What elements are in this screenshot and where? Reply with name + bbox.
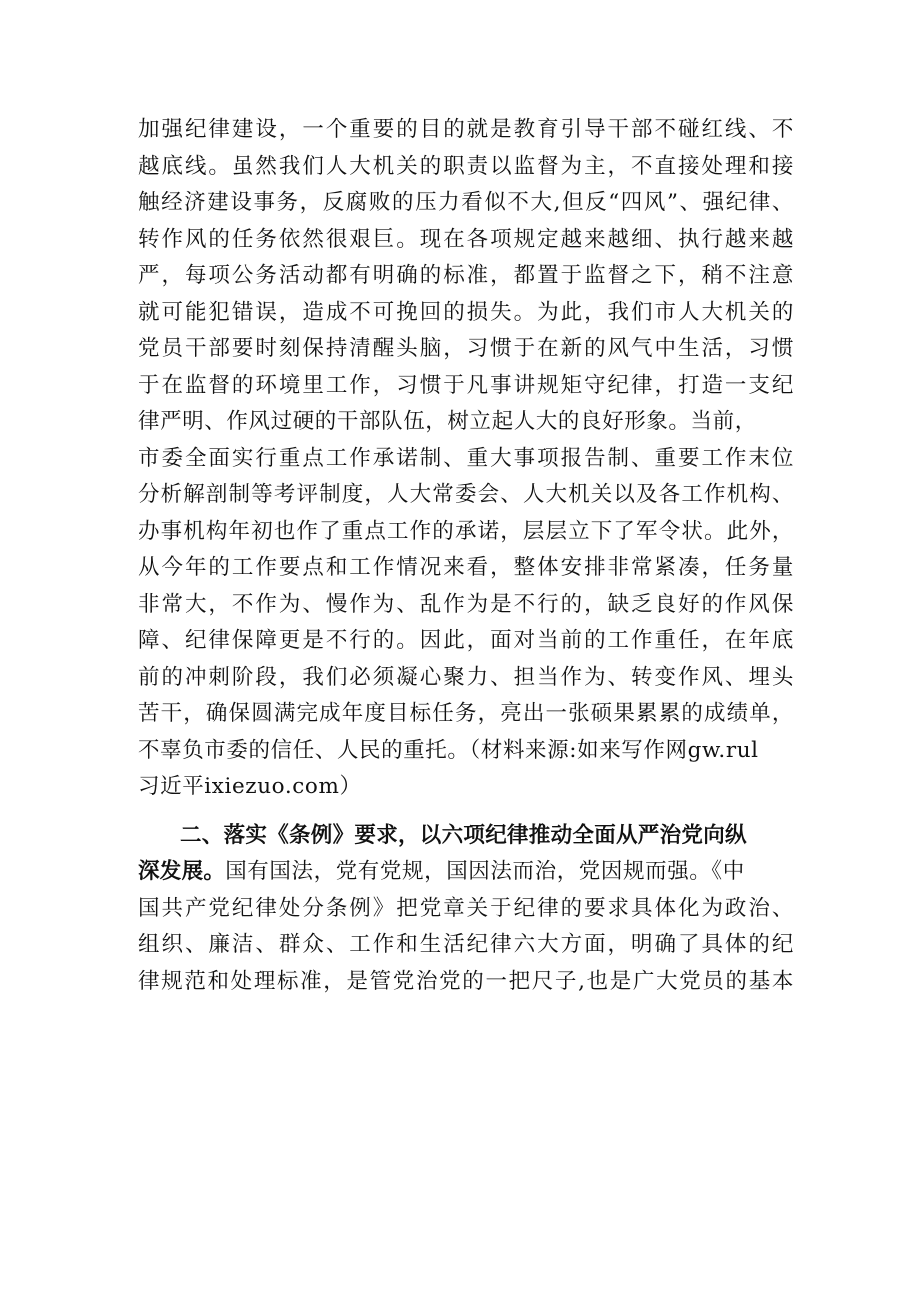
text-line: 市委全面实行重点工作承诺制、重大事项报告制、重要工作末位: [138, 445, 794, 471]
section-heading: [138, 818, 794, 855]
text-line: [138, 854, 794, 891]
text-line-rest: 国有国法，党有党规，国因法而治，党因规而强。《中: [225, 859, 745, 884]
text-line: 律规范和处理标准，是管党治党的一把尺子,也是广大党员的基本: [138, 968, 794, 994]
text-line: 障、纪律保障更是不行的。因此，面对当前的工作重任，在年底: [138, 628, 794, 653]
text-line: 转作风的任务依然很艰巨。现在各项规定越来越细、执行越来越: [138, 226, 794, 252]
paragraph-gap: [138, 806, 794, 818]
paragraph-regulations: [138, 818, 794, 1001]
section-heading-continuation: 深发展。: [138, 859, 226, 884]
text-line: 就可能犯错误，造成不可挽回的损失。为此，我们市人大机关的: [138, 299, 794, 325]
text-line: 非常大，不作为、慢作为、乱作为是不行的，缺乏良好的作风保: [138, 591, 794, 617]
text-line: 不辜负市委的信任、人民的重托。（材料来源:如来写作网gw.rul: [138, 737, 759, 763]
text-line: 从今年的工作要点和工作情况来看，整体安排非常紧凑，任务量: [138, 555, 794, 580]
section-heading-text: 二、落实《条例》要求，以六项纪律推动全面从严治党向纵: [180, 822, 747, 848]
text-line: 组织、廉洁、群众、工作和生活纪律六大方面，明确了具体的纪: [138, 932, 794, 957]
text-line: 越底线。虽然我们人大机关的职责以监督为主，不直接处理和接: [138, 153, 794, 179]
text-line: 分析解剖制等考评制度，人大常委会、人大机关以及各工作机构、: [138, 482, 794, 507]
text-line: 党员干部要时刻保持清醒头脑，习惯于在新的风气中生活，习惯: [138, 336, 794, 361]
text-line: 办事机构年初也作了重点工作的承诺，层层立下了军令状。此外，: [138, 518, 794, 544]
text-line: 前的冲刺阶段，我们必须凝心聚力、担当作为、转变作风、埋头: [138, 664, 794, 690]
body-text: [138, 112, 794, 1000]
text-line: 加强纪律建设，一个重要的目的就是教育引导干部不碰红线、不: [138, 117, 794, 142]
text-line: 国共产党纪律处分条例》把党章关于纪律的要求具体化为政治、: [138, 895, 794, 921]
text-line: 触经济建设事务，反腐败的压力看似不大,但反“四风”、强纪律、: [138, 190, 794, 215]
text-line: 于在监督的环境里工作，习惯于凡事讲规矩守纪律，打造一支纪: [138, 372, 794, 398]
paragraph-discipline-building: [138, 112, 794, 806]
text-line: 律严明、作风过硬的干部队伍，树立起人大的良好形象。当前，: [138, 409, 757, 434]
text-line: 习近平ixiezuo.com）: [138, 774, 362, 799]
text-line: 严，每项公务活动都有明确的标准，都置于监督之下，稍不注意: [138, 263, 794, 288]
text-line: 苦干，确保圆满完成年度目标任务，亮出一张硕果累累的成绩单，: [138, 701, 794, 726]
